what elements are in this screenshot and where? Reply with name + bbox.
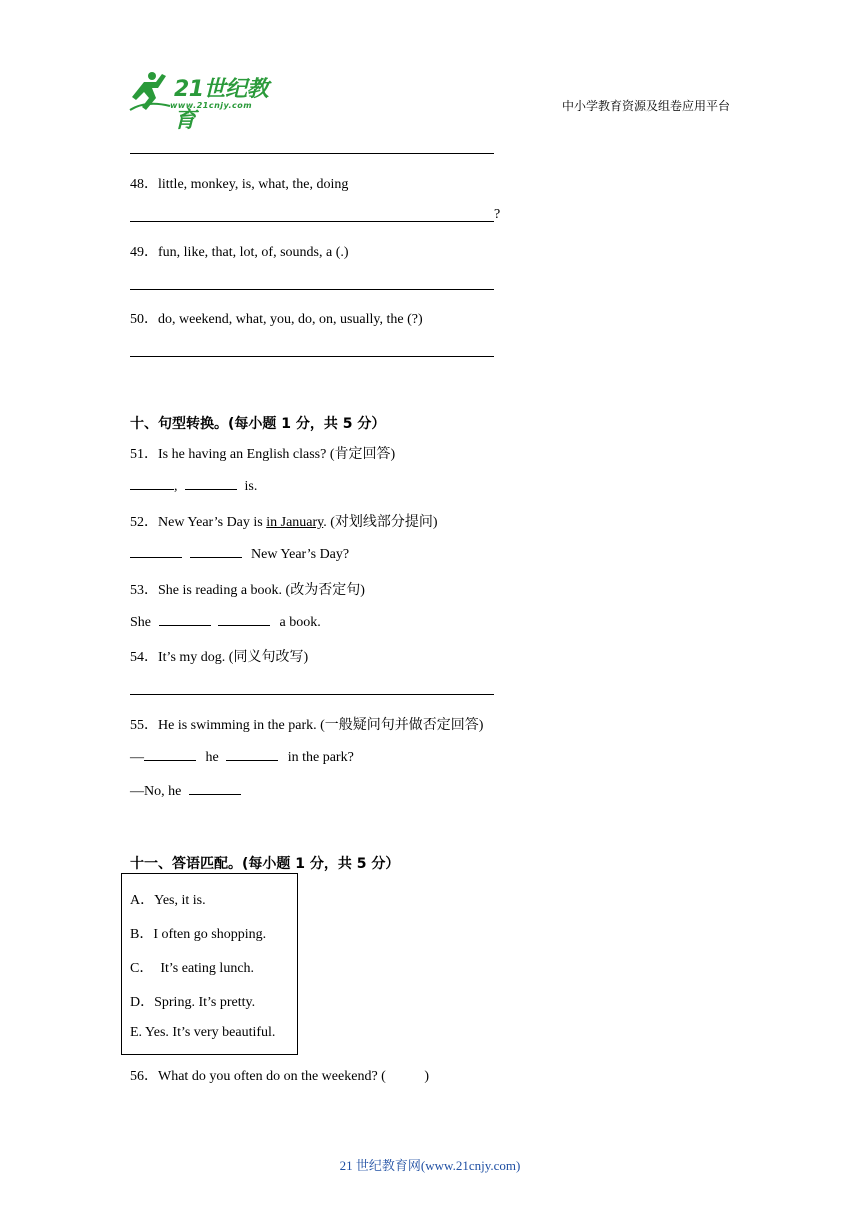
question-48-end-mark: ? xyxy=(494,207,501,222)
answer-55-line-1: — he in the park? xyxy=(130,750,354,765)
section-11-title: 十一、答语匹配。(每小题 1 分，共 5 分） xyxy=(130,856,400,872)
blank-55-1[interactable] xyxy=(144,748,196,761)
blank-53-1[interactable] xyxy=(159,613,211,626)
blank-52-2[interactable] xyxy=(190,545,242,558)
blank-52-1[interactable] xyxy=(130,545,182,558)
answer-line-48[interactable] xyxy=(130,221,494,222)
logo-text: 21世纪教育 xyxy=(174,77,269,133)
question-53: 53．She is reading a book. (改为否定句) xyxy=(130,583,365,598)
blank-51-2[interactable] xyxy=(185,477,237,490)
answer-55-line-2: —No, he xyxy=(130,782,241,800)
option-c: C． It’s eating lunch. xyxy=(130,961,255,976)
question-52: 52．New Year’s Day is in January. (对划线部分提问) xyxy=(130,515,438,530)
question-54: 54．It’s my dog. (同义句改写) xyxy=(130,650,309,665)
header-platform-text: 中小学教育资源及组卷应用平台 xyxy=(561,99,730,113)
option-e: E. Yes. It’s very beautiful. xyxy=(130,1025,276,1040)
answer-53: She a book. xyxy=(130,615,321,630)
question-50: 50．do, weekend, what, you, do, on, usually, the (?) xyxy=(130,312,423,327)
answer-52: New Year’s Day? xyxy=(130,545,349,563)
underlined-phrase: in January xyxy=(266,515,324,530)
question-55: 55．He is swimming in the park. (一般疑问句并做否定回答) xyxy=(130,718,484,733)
section-10-title: 十、句型转换。(每小题 1 分，共 5 分） xyxy=(130,416,386,432)
option-a: A．Yes, it is. xyxy=(130,893,206,908)
answer-line-54[interactable] xyxy=(130,694,494,695)
logo xyxy=(122,70,287,133)
blank-53-2[interactable] xyxy=(218,613,270,626)
question-56: 56．What do you often do on the weekend? ( ) xyxy=(130,1069,429,1084)
option-b: B．I often go shopping. xyxy=(130,927,267,942)
running-man-icon xyxy=(122,70,174,114)
footer: 21 世纪教育网(www.21cnjy.com) xyxy=(339,1158,521,1173)
blank-55-2[interactable] xyxy=(226,748,278,761)
answer-line-50[interactable] xyxy=(130,356,494,357)
question-48: 48．little, monkey, is, what, the, doing xyxy=(130,177,349,192)
answer-51: , is. xyxy=(130,477,257,495)
question-51: 51．Is he having an English class? (肯定回答) xyxy=(130,447,396,462)
blank-55-3[interactable] xyxy=(189,782,241,795)
answer-line-49[interactable] xyxy=(130,289,494,290)
question-49: 49．fun, like, that, lot, of, sounds, a (.) xyxy=(130,245,349,260)
option-d: D．Spring. It’s pretty. xyxy=(130,995,256,1010)
logo-url: www.21cnjy.com xyxy=(170,101,253,110)
blank-51-1[interactable] xyxy=(130,477,174,490)
answer-line xyxy=(130,153,494,154)
